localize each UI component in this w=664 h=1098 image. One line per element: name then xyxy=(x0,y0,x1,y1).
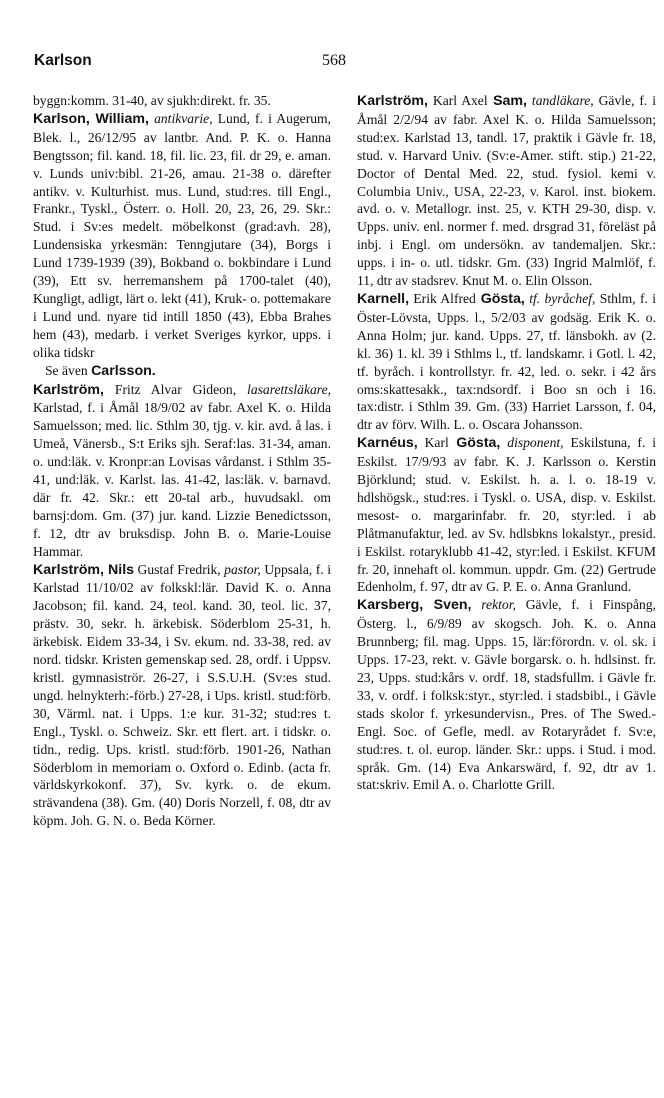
entry-given-name-rest: Erik Alfred xyxy=(409,290,476,306)
entry-given-name: Gösta, xyxy=(448,435,501,452)
entry-surname: Karlson, xyxy=(33,110,90,127)
entry-surname: Karlström, xyxy=(357,93,428,109)
entry-given-name: Nils xyxy=(103,561,135,578)
entry-given-name-rest: Karl Axel xyxy=(427,93,488,108)
running-head: Karlson xyxy=(34,52,92,69)
entry-given-name-rest: Gustaf Fredrik, xyxy=(134,561,221,577)
entry-occupation: rektor, xyxy=(471,597,516,613)
entry-karneus-gosta xyxy=(357,434,656,596)
see-also-target: Carlsson. xyxy=(91,362,156,379)
entry-karlstrom-nils xyxy=(33,561,331,831)
see-also-reference xyxy=(33,362,331,381)
entry-given-name: William, xyxy=(89,110,149,127)
right-column xyxy=(357,92,656,794)
entry-given-name: Sven, xyxy=(423,597,472,614)
entry-body: Uppsala, f. i Karlstad 11/10/02 av folkskl:lär. David K. o. Anna Jacobson; fil. kand. 24, teol. kand. 30, teol. lic. 37, prästv. 30, sekr. h. ärkebisk. Söderblom 25-31, h. ärkebisk. Eidem 33-34, i Sv. ekum. nd. 33-38, red. av nord. tidskr. Kristen gemenskap sed. 28, ordf. i Uppsv. kristl. gymnasiströr. 26-27, i S.S.U.H. (Sv:es stud. ungd. helnykterh:-förb.) 27-28, i Ups. kristl. stud:förb. 30, Värml. nat. i Upps. 1:e kur. 31-32; stud:res t. Engl., Tyskl. o. Schweiz. Skr. ett flert. art. i tidskr. o. tidn., redig. Ups. kristl. stud:förb. 1901-26, Nathan Söderblom in memoriam o. Oxford o. Edinb. (acta fr. världskyrkokonf. 37), Sv. kyrk. o. de ekum. strävandena (38). Gm. (40) Doris Norzell, f. 08, dtr av köpm. Joh. G. N. o. Beda Körner. xyxy=(33,561,331,829)
entry-body: Lund, f. i Augerum, Blek. l., 26/12/95 av lantbr. And. P. K. o. Hanna Bengtsson; fil. kand. 18, fil. lic. 23, fil. dr 29, e. aman. v. Lunds univ:bibl. 21-26, amau. 21-38 o. därefter antikv. v. Kulturhist. mus. Lund, stud:res. till Engl., Frankr., Tyskl., Österr. o. Holl. 20, 23, 26, 29. Skr.: Stud. i Sv:es medelt. möbelkonst (grad:avh. 28), Lundensiska yrkesmän: Tenngjutare (34), Borgs i Lund 1739-1939 (39), Bokband o. bokbindare i Lund (39), Ett sv. herremanshem på 1700-talet (40), Kungligt, adligt, lärt o. lekt (41), Kruk- o. pottemakare i Lund und. nyare tid intill 1850 (43), Ebba Brahes hem (43), medarb. i verket Sveriges kyrkor, upps. i olika tidskr xyxy=(33,110,331,360)
entry-surname: Karnell, xyxy=(357,290,410,307)
entry-karlson-william xyxy=(33,110,331,362)
page-number: 568 xyxy=(322,52,346,69)
entry-karnell-gosta xyxy=(357,290,656,434)
entry-body: Gävle, f. i Åmål 2/2/94 av fabr. Axel K. o. Hilda Samuelsson; stud:ex. Karlstad 13, tandl. 17, praktik i Gävle fr. 18, stud. v. Harvard Univ. (Sv:e-Amer. stift. stip.) 21-22, Doctor of Dental Med. 22, stud. fysiol. kemi v. Columbia Univ., USA, 22-23, v. Karol. inst. biokem. avd. o. v. Metallogr. inst. 25, v. KTH 29-30, disp. v. Upps. univ. enl. normer f. med. drsgrad 31, föreläst på inbj. i Engl. om undersökn. av tandemaljen. Skr.: upps. i in- o. utl. tidskr. Gm. (33) Ingrid Malmlöf, f. 11, dtr av stadsrev. Knut M. o. Elin Olsson. xyxy=(357,93,656,289)
entry-occupation: lasarettsläkare, xyxy=(236,381,331,397)
entry-karsberg-sven xyxy=(357,596,656,794)
page-header xyxy=(0,52,664,74)
entry-karlstrom-sam xyxy=(357,92,656,290)
see-also-prefix: Se även xyxy=(45,362,92,378)
entry-occupation: tandläkare, xyxy=(527,93,594,108)
entry-given-name: Sam, xyxy=(487,93,527,109)
entry-occupation: pastor, xyxy=(220,561,261,577)
entry-surname: Karlström, xyxy=(33,381,104,398)
entry-surname: Karnéus, xyxy=(357,435,418,452)
entry-given-name: Gösta, xyxy=(475,290,525,307)
entry-body: byggn:komm. 31-40, av sjukh:direkt. fr. 35. xyxy=(33,93,271,108)
entry-surname: Karsberg, xyxy=(357,597,424,614)
entry-body: Gävle, f. i Finspång, Österg. l., 6/9/89 av skogsch. Joh. K. o. Anna Brunnberg; fil. mag. Upps. 15, lär:förordn. v. ol. sk. i Upps. 17-23, rekt. v. Gävle borgarsk. o. h. hdlsinst. fr. 23, Upps. stud:kårs v. ordf. 18, stadsfullm. i Gävle fr. 33, v. ordf. i folksk:styr., styr:led. i stadsbibl., i Gävle stads skolor f. yrkesundervisn., Pres. of The Swed.-Engl. Soc. of Gefle, medl. av Rotaryrådet f. Sv:e, stud:res. t. ol. europ. länder. Skr.: upps. i Stud. i mod. språk. Gm. (14) Eva Ankarswärd, f. 92, dtr av 1. stat:skriv. Emil A. o. Charlotte Grill. xyxy=(357,597,656,793)
entry-surname: Karlström, xyxy=(33,561,104,578)
entry-karlstrom-fritz xyxy=(33,381,331,561)
entry-given-name: Fritz Alvar Gideon, xyxy=(103,381,237,397)
entry-body: Karlstad, f. i Åmål 18/9/02 av fabr. Axel K. o. Hilda Samuelsson; med. lic. Sthlm 30, tjg. v. kir. avd. å las. i Umeå, Vänersb., S:t Eriks sjh. Seraf:las. 31-34, aman. o. und:läk. v. Kronpr:an Lovisas vårdanst. i Sthlm 35-41, und:läk. v. Karlst. las. 41-42, las:läk. v. barnavd. där fr. 42. Skr.: ett 20-tal arb., huvudsakl. om barnsj:dom. Gm. (37) jur. kand. Lizzie Benedictsson, f. 12, dtr av bruksdisp. John B. o. Marie-Louise Hammar. xyxy=(33,400,331,559)
entry-occupation: antikvarie, xyxy=(148,110,213,126)
entry-body: Eskilstuna, f. i Eskilst. 17/9/93 av fabr. K. J. Karlsson o. Kerstin Björklund; stud. v. Eskilst. h. a. l. o. 18-19 v. hdlshögsk., stud:res. i Tyskl. o. USA, disp. v. Eskilst. mesost- o. margarinfabr. fr. 20, styr:led. i ab Plåtmanufaktur, led. av Sv. hdlsbkns lokalstyr., presid. i Eskilst. rotaryklubb 41-42, styr:led. i Eskilst. KFUM fr. 20, innehaft ol. kommun. uppdr. Gm. (22) Gertrude Edenholm, f. 97, dtr av G. P. E. o. Anna Granlund. xyxy=(357,435,656,595)
entry-occupation: disponent, xyxy=(500,435,564,451)
continuation-text xyxy=(33,92,331,110)
entry-given-name-rest: Karl xyxy=(417,435,449,451)
entry-body: Sthlm, f. i Öster-Lövsta, Upps. l., 5/2/03 av godsäg. Erik K. o. Anna Holm; jur. kand. Upps. 27, tf. länsbokh. av (2. kl. 36) 1. kl. 39 i Sthlms l., tf. landskamr. i Gotl. l. 42, tf. byråch. i kontrollstyr. fr. 42, led. o. sekr. i 42 års oms:skattesakk., tax:ndsordf. i Boo sn och i 16. tax:distr. i Sthlm 39. Gm. (33) Harriet Larsson, f. 04, dtr av förv. Wilh. L. o. Oscara Johansson. xyxy=(357,290,657,433)
entry-occupation: tf. byråchef, xyxy=(524,290,596,306)
left-column xyxy=(33,92,331,830)
